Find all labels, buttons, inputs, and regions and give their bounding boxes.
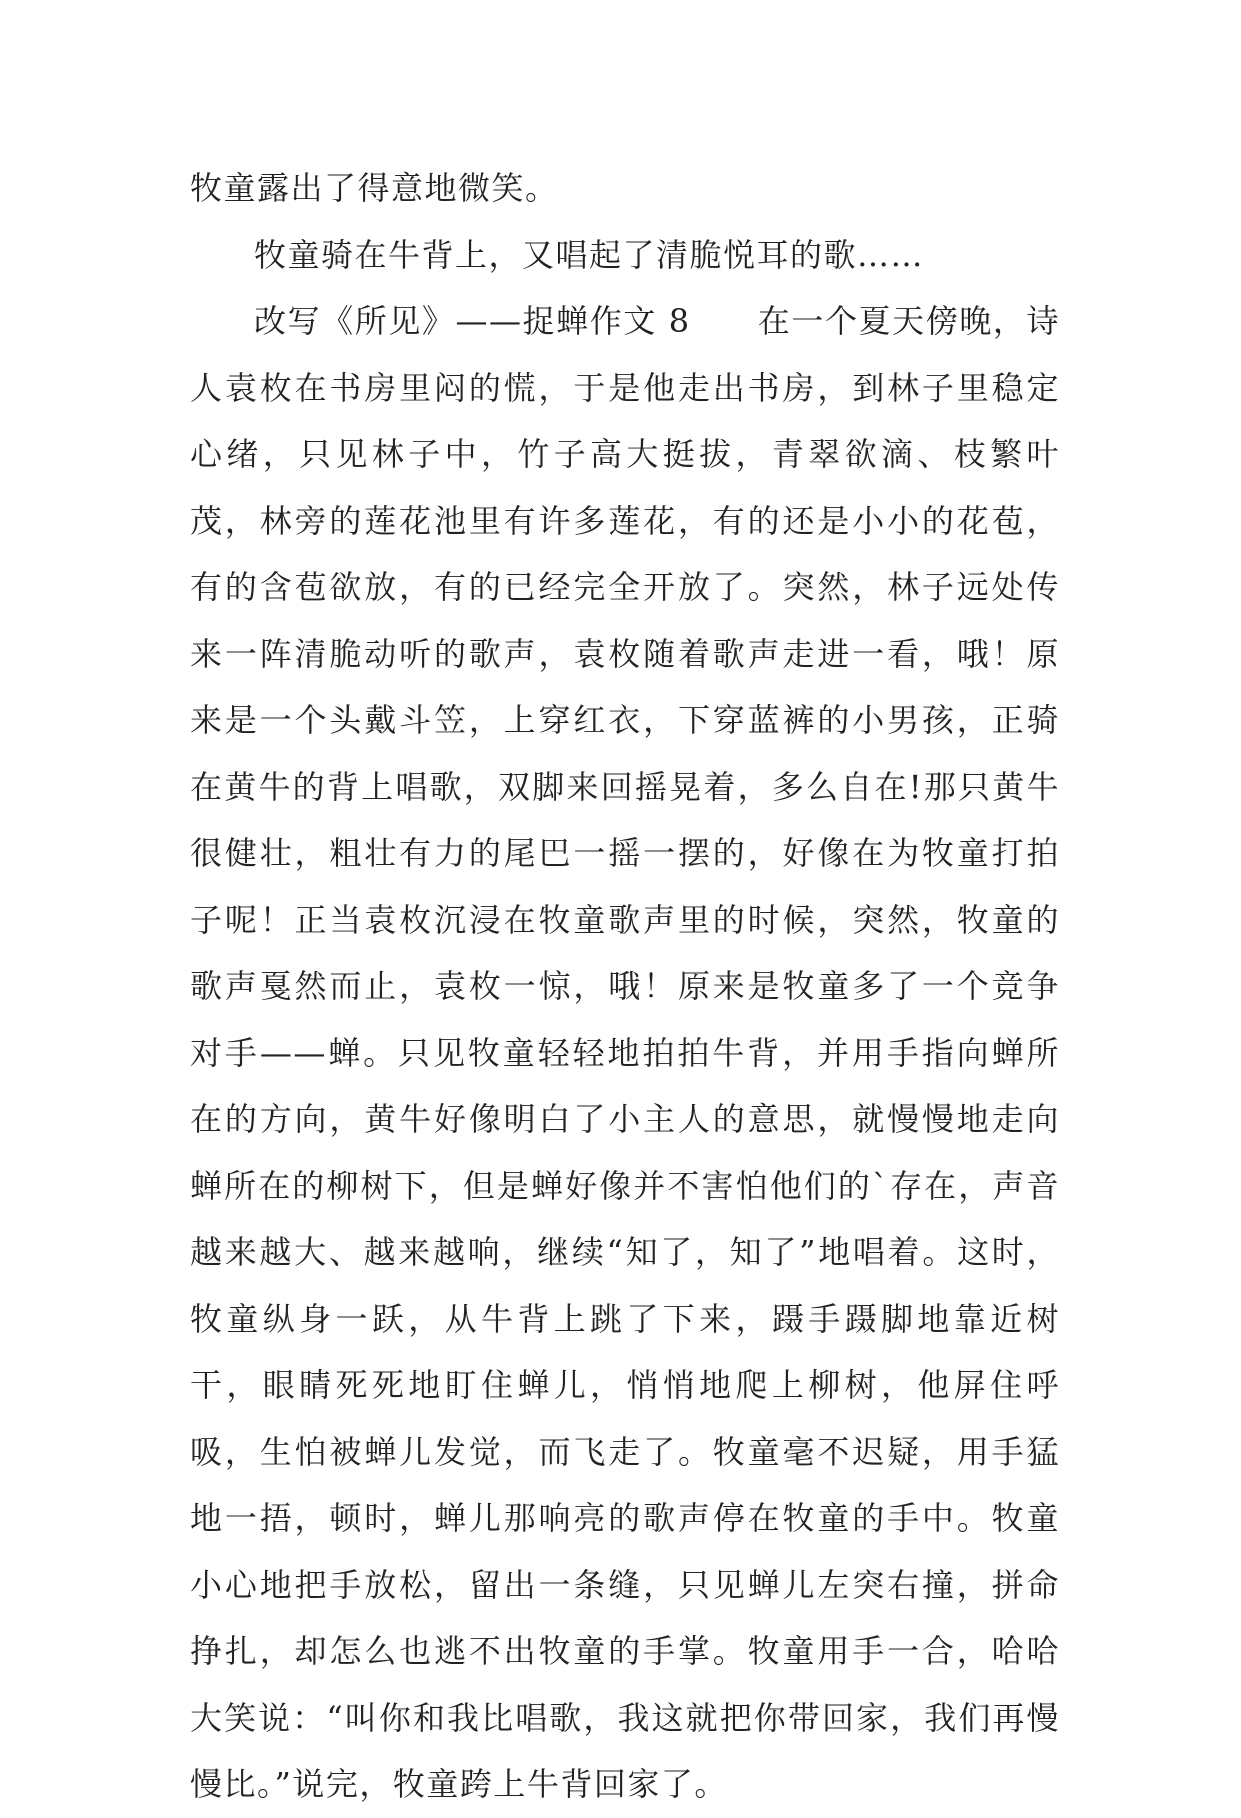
paragraph-1: 牧童露出了得意地微笑。 xyxy=(190,169,559,207)
paragraph-3: 改写《所见》——捉蝉作文 8 在一个夏天傍晚，诗人袁枚在书房里闷的慌，于是他走出书房，到林子里稳定心绪，只见林子中，竹子高大挺拔，青翠欲滴、枝繁叶茂，林旁的莲花池里有许多莲花，有的还是小小的花苞，有的含苞欲放，有的已经完全开放了。突然，林子远处传来一阵清脆动听的歌声，袁枚随着歌声走进一看，哦！原来是一个头戴斗笠，上穿红衣，下穿蓝裤的小男孩，正骑在黄牛的背上唱歌，双脚来回摇晃着，多么自在!那只黄牛很健壮，粗壮有力的尾巴一摇一摆的，好像在为牧童打拍子呢！正当袁枚沉浸在牧童歌声里的时候，突然，牧童的歌声戛然而止，袁枚一惊，哦！原来是牧童多了一个竞争对手——蝉。只见牧童轻轻地拍拍牛背，并用手指向蝉所在的方向，黄牛好像明白了小主人的意思，就慢慢地走向蝉所在的柳树下，但是蝉好像并不害怕他们的`存在，声音越来越大、越来越响，继续“知了，知了”地唱着。这时，牧童纵身一跃，从牛背上跳了下来，蹑手蹑脚地靠近树干，眼睛死死地盯住蝉儿，悄悄地爬上柳树，他屏住呼吸，生怕被蝉儿发觉，而飞走了。牧童毫不迟疑，用手猛地一捂，顿时，蝉儿那响亮的歌声停在牧童的手中。牧童小心地把手放松，留出一条缝，只见蝉儿左突右撞，拼命挣扎，却怎么也逃不出牧童的手掌。牧童用手一合，哈哈大笑说：“叫你和我比唱歌，我这就把你带回家，我们再慢慢比。”说完，牧童跨上牛背回家了。 xyxy=(190,302,1060,1803)
document-body xyxy=(190,155,1060,1818)
paragraph-2: 牧童骑在牛背上，又唱起了清脆悦耳的歌…… xyxy=(254,235,925,274)
